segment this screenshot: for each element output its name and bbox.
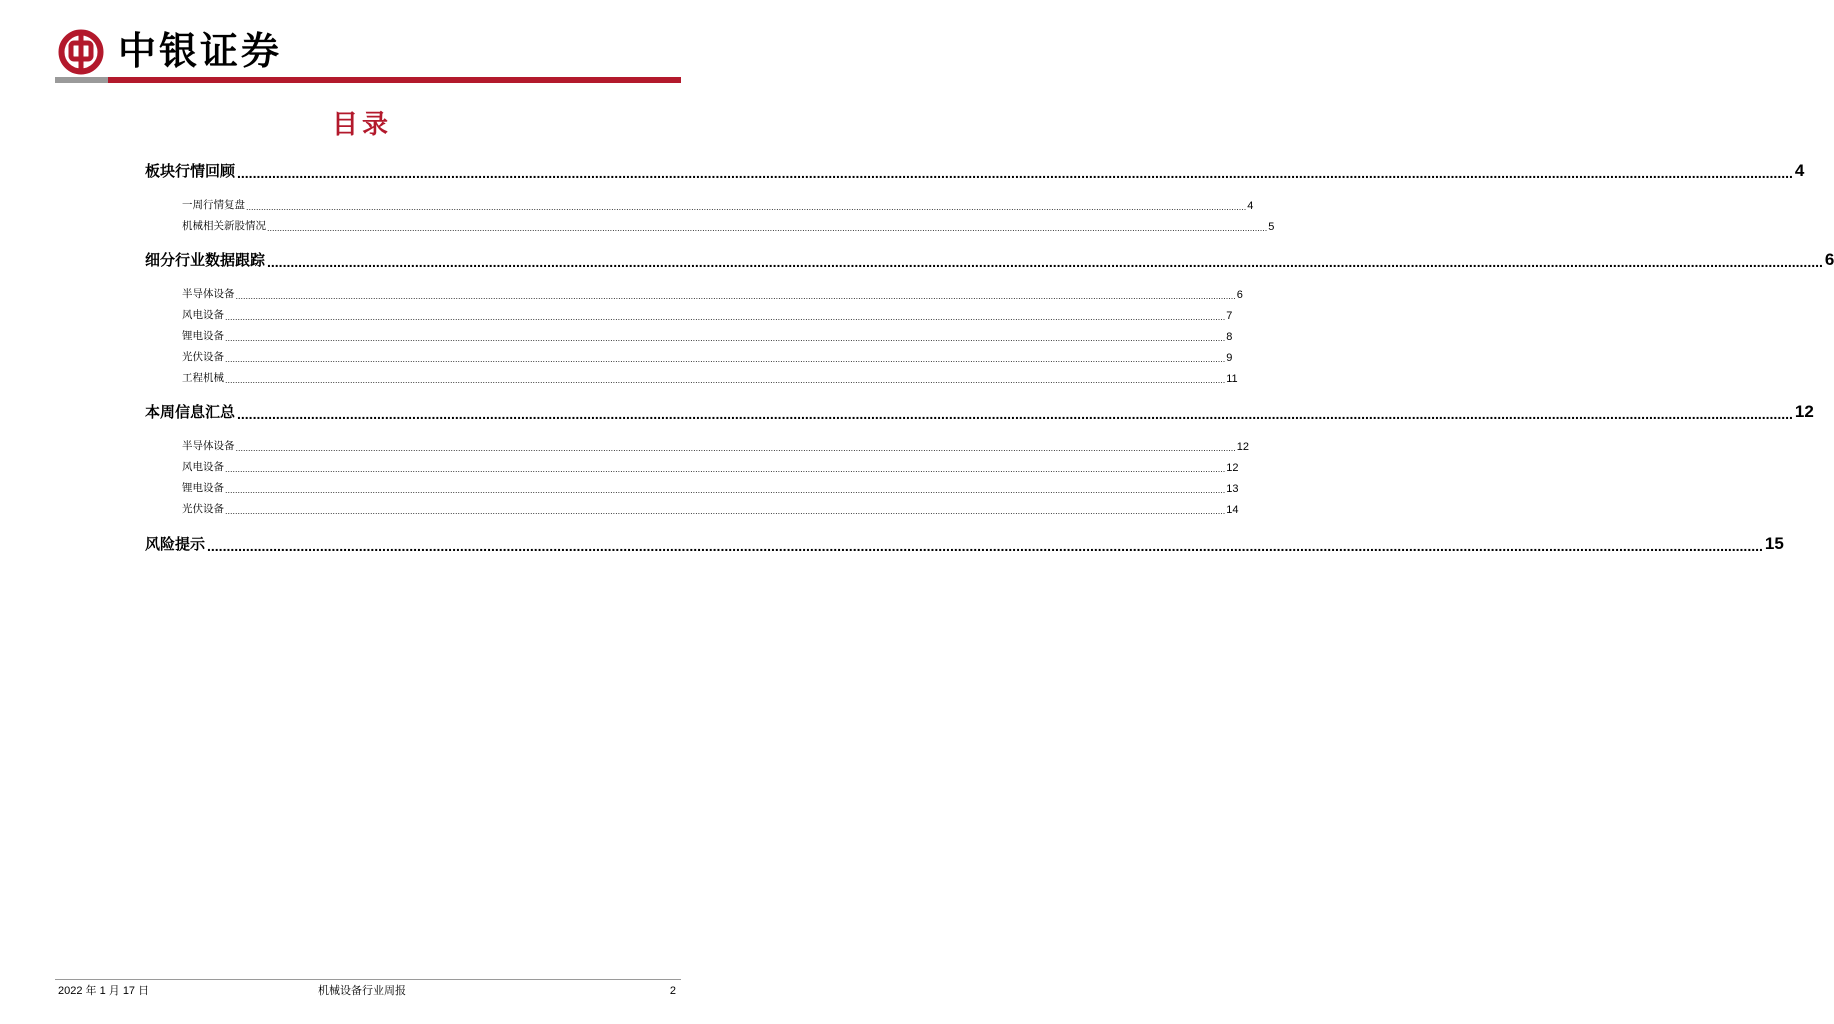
toc-entry-subsection[interactable] — [182, 306, 1233, 322]
toc-dot-leader: ................................................................................................................................................................................................................................................................................................................................................................................................................ — [225, 333, 1226, 343]
toc-entry-subsection[interactable] — [182, 285, 1243, 301]
toc-entry-page: 4 — [1247, 200, 1254, 212]
toc-entry-subsection[interactable] — [182, 437, 1249, 453]
toc-entry-label: 板块行情回顾 — [145, 162, 236, 180]
toc-entry-page: 8 — [1226, 331, 1233, 343]
toc-entry-label: 风险提示 — [145, 535, 206, 553]
toc-entry-label: 半导体设备 — [182, 288, 235, 300]
toc-entry-page: 11 — [1226, 373, 1238, 385]
header-rule-red — [108, 77, 681, 83]
toc-dot-leader: ................................................................................................................................................................................................................................................................................................................................................................................................................ — [207, 538, 1763, 554]
bank-of-china-logo-icon — [58, 29, 104, 75]
toc-entry-section[interactable] — [145, 159, 1805, 181]
toc-entry-subsection[interactable] — [182, 369, 1238, 385]
toc-entry-page: 12 — [1794, 402, 1814, 421]
toc-entry-subsection[interactable] — [182, 217, 1275, 233]
toc-dot-leader: ................................................................................................................................................................................................................................................................................................................................................................................................................ — [225, 464, 1226, 474]
toc-entry-subsection[interactable] — [182, 479, 1239, 495]
header-rule-grey — [55, 77, 108, 83]
toc-entry-label: 锂电设备 — [182, 330, 224, 342]
toc-entry-label: 光伏设备 — [182, 351, 224, 363]
toc-entry-subsection[interactable] — [182, 458, 1239, 474]
toc-entry-page: 12 — [1236, 441, 1249, 453]
toc-entry-label: 风电设备 — [182, 461, 224, 473]
toc-entry-page: 6 — [1236, 289, 1243, 301]
toc-dot-leader: ................................................................................................................................................................................................................................................................................................................................................................................................................ — [246, 202, 1247, 212]
toc-entry-label: 细分行业数据跟踪 — [145, 251, 266, 269]
toc-entry-label: 机械相关新股情况 — [182, 220, 266, 232]
toc-dot-leader: ................................................................................................................................................................................................................................................................................................................................................................................................................ — [267, 223, 1268, 233]
toc-dot-leader: ................................................................................................................................................................................................................................................................................................................................................................................................................ — [225, 354, 1226, 364]
toc-entry-page: 12 — [1226, 462, 1239, 474]
toc-entry-label: 一周行情复盘 — [182, 199, 245, 211]
toc-dot-leader: ................................................................................................................................................................................................................................................................................................................................................................................................................ — [225, 375, 1226, 385]
toc-entry-page: 7 — [1226, 310, 1233, 322]
toc-entry-page: 9 — [1226, 352, 1233, 364]
toc-entry-subsection[interactable] — [182, 327, 1233, 343]
toc-entry-label: 锂电设备 — [182, 482, 224, 494]
footer-date: 2022 年 1 月 17 日 — [58, 985, 150, 997]
toc-entry-page: 13 — [1226, 483, 1239, 495]
toc-entry-label: 半导体设备 — [182, 440, 235, 452]
footer-report-title: 机械设备行业周报 — [318, 984, 406, 997]
page-header — [0, 0, 724, 90]
toc-entry-section[interactable] — [145, 248, 1834, 270]
toc-entry-subsection[interactable] — [182, 196, 1254, 212]
toc-dot-leader: ................................................................................................................................................................................................................................................................................................................................................................................................................ — [225, 506, 1226, 516]
toc-dot-leader: ................................................................................................................................................................................................................................................................................................................................................................................................................ — [235, 443, 1236, 453]
toc-entry-page: 4 — [1794, 161, 1805, 180]
toc-entry-label: 光伏设备 — [182, 503, 224, 515]
toc-entry-page: 14 — [1226, 504, 1239, 516]
toc-entry-page: 5 — [1268, 221, 1275, 233]
toc-dot-leader: ................................................................................................................................................................................................................................................................................................................................................................................................................ — [237, 406, 1793, 422]
brand-name: 中银证券 — [118, 28, 283, 73]
toc-dot-leader: ................................................................................................................................................................................................................................................................................................................................................................................................................ — [237, 165, 1793, 181]
toc-title: 目录 — [331, 110, 392, 140]
toc-entry-section[interactable] — [145, 532, 1784, 554]
toc-entry-section[interactable] — [145, 400, 1814, 422]
toc-dot-leader: ................................................................................................................................................................................................................................................................................................................................................................................................................ — [235, 291, 1236, 301]
toc-entry-label: 风电设备 — [182, 309, 224, 321]
toc-dot-leader: ................................................................................................................................................................................................................................................................................................................................................................................................................ — [225, 485, 1226, 495]
toc-entry-page: 15 — [1764, 534, 1784, 553]
toc-entry-subsection[interactable] — [182, 500, 1239, 516]
toc-dot-leader: ................................................................................................................................................................................................................................................................................................................................................................................................................ — [225, 312, 1226, 322]
footer-rule — [55, 979, 681, 980]
footer-page-number: 2 — [669, 985, 676, 997]
toc-entry-label: 工程机械 — [182, 372, 224, 384]
toc-dot-leader: ................................................................................................................................................................................................................................................................................................................................................................................................................ — [267, 254, 1823, 270]
toc-entry-page: 6 — [1824, 250, 1834, 269]
toc-entry-subsection[interactable] — [182, 348, 1233, 364]
toc-entry-label: 本周信息汇总 — [145, 403, 236, 421]
